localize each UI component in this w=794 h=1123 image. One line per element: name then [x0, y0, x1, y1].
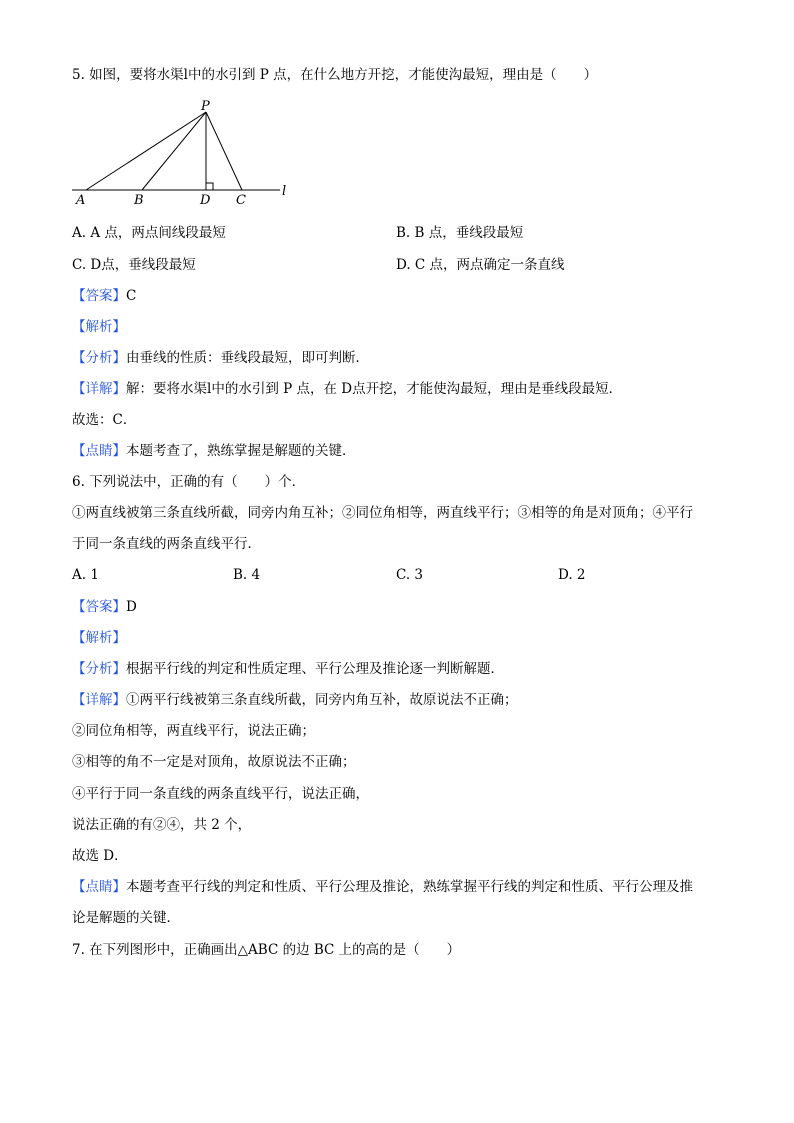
- q5-option-b: B. B 点，垂线段最短: [396, 225, 524, 241]
- q6-dianjing: [72, 878, 693, 896]
- xiangjie-text: 解：要将水渠l中的水引到 P 点，在 D点开挖，才能使沟最短，理由是垂线段最短．: [126, 381, 623, 397]
- answer-tag: 【答案】: [72, 599, 126, 615]
- q5-xiangjie: [72, 380, 622, 398]
- q6-stem-line3: 于同一条直线的两条直线平行．: [72, 536, 261, 552]
- q5-dianjing: [72, 442, 356, 460]
- answer-value: D: [126, 599, 137, 615]
- q5-option-a: A. A 点，两点间线段最短: [72, 225, 226, 241]
- q6-option-a: A. 1: [72, 567, 99, 583]
- q5-option-c: C. D点，垂线段最短: [72, 257, 196, 273]
- q6-option-b: B. 4: [233, 567, 261, 583]
- q7-stem: 7. 在下列图形中，正确画出△ABC 的边 BC 上的高的是（ ）: [72, 942, 461, 958]
- segment-pb: [142, 112, 206, 190]
- dianjing-tag: 【点睛】: [72, 879, 126, 895]
- q6-option-d: D. 2: [558, 567, 586, 583]
- q6-answer: [72, 598, 137, 616]
- label-a: A: [76, 193, 86, 208]
- fenxi-tag: 【分析】: [72, 350, 126, 366]
- label-c: C: [236, 193, 246, 208]
- label-b: B: [134, 193, 144, 208]
- analysis-tag: 【解析】: [72, 630, 126, 646]
- fenxi-text: 根据平行线的判定和性质定理、平行公理及推论逐一判断解题．: [126, 661, 504, 677]
- label-l: l: [282, 184, 287, 199]
- q6-line2: ②同位角相等，两直线平行，说法正确；: [72, 723, 315, 739]
- answer-tag: 【答案】: [72, 288, 126, 304]
- q6-fenxi: [72, 660, 504, 678]
- q5-answer: [72, 287, 136, 305]
- label-p: P: [201, 99, 210, 114]
- label-d: D: [200, 193, 211, 208]
- answer-value: C: [126, 288, 137, 304]
- q6-choose: 故选 D．: [72, 848, 128, 864]
- xiangjie-tag: 【详解】: [72, 692, 126, 708]
- q6-stem-line2: ①两直线被第三条直线所截，同旁内角互补；②同位角相等，两直线平行；③相等的角是对顶角；④平行: [72, 505, 693, 521]
- q5-option-d: D. C 点，两点确定一条直线: [396, 257, 565, 273]
- q5-fenxi: [72, 349, 369, 367]
- q6-line4: ④平行于同一条直线的两条直线平行，说法正确，: [72, 786, 369, 802]
- q5-analysis-tag: [72, 318, 126, 336]
- segment-pc: [206, 112, 242, 190]
- dianjing-tag: 【点睛】: [72, 443, 126, 459]
- fenxi-text: 由垂线的性质：垂线段最短，即可判断．: [126, 350, 369, 366]
- dianjing-text: 本题考查平行线的判定和性质、平行公理及推论，熟练掌握平行线的判定和性质、平行公理及推: [126, 879, 693, 895]
- xiangjie-tag: 【详解】: [72, 381, 126, 397]
- q5-stem: 5. 如图，要将水渠l中的水引到 P 点，在什么地方开挖，才能使沟最短，理由是（ ）: [72, 67, 598, 83]
- q6-option-c: C. 3: [396, 567, 424, 583]
- q6-stem: 6. 下列说法中，正确的有（ ）个．: [72, 474, 306, 490]
- q6-line5: 说法正确的有②④，共 2 个，: [72, 817, 252, 833]
- segment-pa: [86, 112, 206, 190]
- q6-analysis-tag: [72, 629, 126, 647]
- q5-figure: [70, 98, 300, 210]
- analysis-tag: 【解析】: [72, 319, 126, 335]
- q6-line3: ③相等的角不一定是对顶角，故原说法不正确；: [72, 754, 356, 770]
- xiangjie-text: ①两平行线被第三条直线所截，同旁内角互补，故原说法不正确；: [126, 692, 518, 708]
- right-angle-mark: [206, 183, 213, 190]
- q6-xiangjie: [72, 691, 518, 709]
- q6-dianjing-line2: 论是解题的关键．: [72, 910, 180, 926]
- q5-choose: 故选：C．: [72, 412, 137, 428]
- fenxi-tag: 【分析】: [72, 661, 126, 677]
- dianjing-text: 本题考查了，熟练掌握是解题的关键．: [126, 443, 356, 459]
